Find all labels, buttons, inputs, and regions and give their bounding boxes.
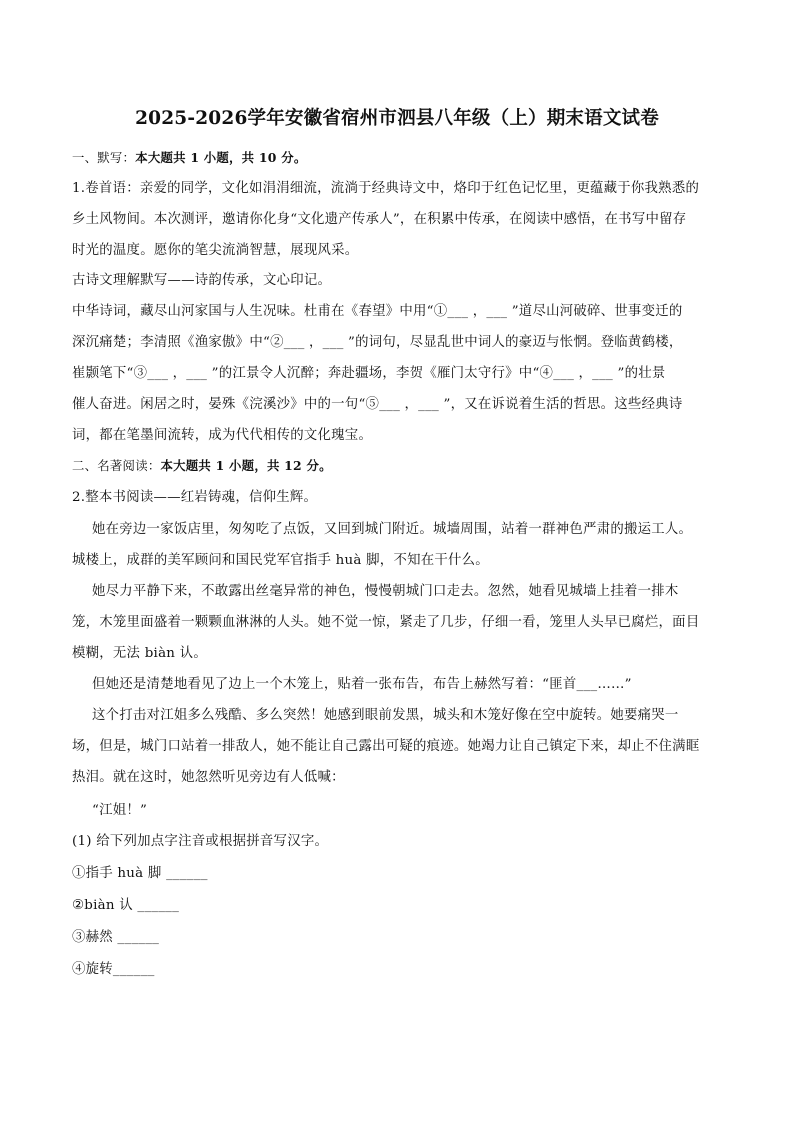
passage-line: 笼，木笼里面盛着一颗颗血淋淋的人头。她不觉一惊，紧走了几步，仔细一看，笼里人头早已腐烂，面目: [72, 615, 700, 630]
passage-line: 但她还是清楚地看见了边上一个木笼上，贴着一张布告，布告上赫然写着：“匪首___……”: [92, 677, 632, 692]
q1-line: 词，都在笔墨间流转，成为代代相传的文化瑰宝。: [72, 428, 373, 443]
section2-heading: [72, 456, 332, 474]
passage-line: 她在旁边一家饭店里，匆匆吃了点饭，又回到城门附近。城墙周围，站着一群神色严肃的搬运工人。: [92, 522, 693, 537]
q1-line: 古诗文理解默写——诗韵传承，文心印记。: [72, 273, 332, 288]
q1-line: 深沉痛楚；李清照《渔家傲》中“②___ ，___ ”的词句，尽显乱世中词人的豪迈与怅惘。登临黄鹤楼，: [72, 335, 683, 350]
q1-line: 催人奋进。闲居之时，晏殊《浣溪沙》中的一句“⑤___ ，___ ”，又在诉说着生活的哲思。这些经典诗: [72, 397, 683, 412]
q2-intro: 2.整本书阅读——红岩铸魂，信仰生辉。: [72, 490, 318, 505]
passage-line: 热泪。就在这时，她忽然听见旁边有人低喊：: [72, 770, 345, 785]
passage-line: “江姐！”: [92, 803, 148, 818]
passage-line: 这个打击对江姐多么残酷、多么突然！她感到眼前发黑，城头和木笼好像在空中旋转。她要痛哭一: [92, 708, 679, 723]
q1-line: 崔颢笔下“③___ ，___ ”的江景令人沉醉；奔赴疆场，李贺《雁门太守行》中“④___ ，___ ”的壮景: [72, 366, 666, 381]
answer-item: ①指手 huà 脚 ______: [72, 866, 208, 881]
answer-item: ③赫然 ______: [72, 930, 160, 945]
exam-title: 2025-2026学年安徽省宿州市泗县八年级（上）期末语文试卷: [135, 108, 659, 129]
passage-line: 场，但是，城门口站着一排敌人，她不能让自己露出可疑的痕迹。她竭力让自己镇定下来，却止不住满眶: [72, 739, 700, 754]
passage-line: 城楼上，成群的美军顾问和国民党军官指手 huà 脚，不知在干什么。: [72, 553, 489, 568]
sub-question-prompt: (1) 给下列加点字注音或根据拼音写汉字。: [72, 834, 329, 849]
section2-heading-prefix: 二、名著阅读：: [72, 458, 161, 473]
answer-item: ②biàn 认 ______: [72, 898, 180, 913]
passage-line: 模糊，无法 biàn 认。: [72, 646, 207, 661]
q1-line: 1.卷首语：亲爱的同学，文化如涓涓细流，流淌于经典诗文中，烙印于红色记忆里，更蕴藏于你我熟悉的: [72, 181, 700, 196]
section1-heading-rest: 本大题共 1 小题，共 10 分。: [135, 150, 307, 165]
section1-heading-prefix: 一、默写：: [72, 150, 136, 165]
answer-item: ④旋转______: [72, 962, 155, 977]
q1-line: 中华诗词，藏尽山河家国与人生况味。杜甫在《春望》中用“①___ ，___ ”道尽山河破碎、世事变迁的: [72, 304, 683, 319]
passage-line: 她尽力平静下来，不敢露出丝毫异常的神色，慢慢朝城门口走去。忽然，她看见城墙上挂着一排木: [92, 584, 679, 599]
q1-line: 乡土风物间。本次测评，邀请你化身“文化遗产传承人”，在积累中传承，在阅读中感悟，在书写中留存: [72, 212, 687, 227]
section2-heading-rest: 本大题共 1 小题，共 12 分。: [160, 458, 332, 473]
section1-heading: [72, 148, 306, 166]
q1-line: 时光的温度。愿你的笔尖流淌智慧，展现风采。: [72, 243, 359, 258]
